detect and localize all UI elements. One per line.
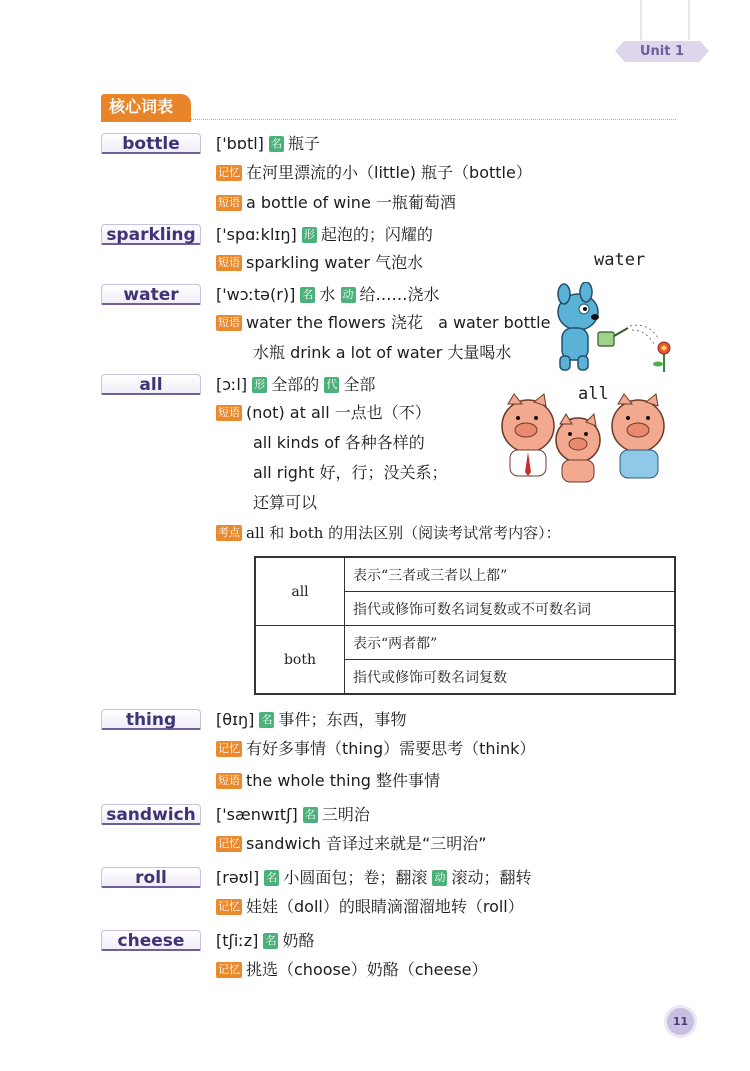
dog-watering-illustration — [548, 282, 680, 374]
pos-tag: 名 — [304, 808, 316, 821]
pos-tag-verb: 动 — [434, 871, 446, 884]
pos-tag: 形 — [303, 228, 315, 241]
memo-text: 挑选（choose）奶酪（cheese） — [246, 960, 488, 979]
phonetic: ['wɔːtə(r)] — [216, 285, 296, 304]
all-phrase-3: all right 好，行；没关系； — [253, 463, 448, 482]
all-definition — [216, 374, 375, 396]
memo-text: 娃娃（doll）的眼睛滴溜溜地转（roll） — [246, 897, 524, 916]
exam-text: all 和 both 的用法区别（阅读考试常考内容）： — [246, 524, 561, 542]
table-cell: 表示“两者都” — [345, 626, 676, 660]
exam-tag: 考点 — [218, 526, 240, 539]
phonetic: ['spɑːklɪŋ] — [216, 225, 297, 244]
all-phrase — [216, 402, 431, 424]
table-cell: 指代或修饰可数名词复数或不可数名词 — [345, 592, 676, 626]
all-phrase-4: 还算可以 — [253, 493, 318, 512]
phrase-tag: 短语 — [218, 256, 240, 269]
memo-text: 在河里漂流的小（little) 瓶子（bottle） — [246, 163, 532, 182]
thing-phrase — [216, 770, 440, 792]
meaning: 三明治 — [321, 805, 370, 824]
meaning: 水 — [319, 285, 336, 304]
phrase-tag: 短语 — [218, 316, 240, 329]
phrase-text: water the flowers 浇花 a water bottle — [246, 313, 551, 332]
memo-tag: 记忆 — [218, 166, 240, 179]
bottle-phrase — [216, 192, 456, 214]
word-cheese: cheese — [101, 930, 201, 951]
water-phrase — [216, 312, 550, 334]
pos-tag: 名 — [261, 713, 273, 726]
sandwich-definition — [216, 804, 370, 826]
table-row — [255, 626, 675, 660]
roll-memo — [216, 896, 524, 918]
water-phrase-cont: 水瓶 drink a lot of water 大量喝水 — [253, 343, 512, 362]
thing-definition — [216, 709, 406, 731]
sparkling-definition — [216, 224, 433, 246]
bottle-memo — [216, 162, 532, 184]
sandwich-memo — [216, 833, 487, 855]
phonetic: [tʃiːz] — [216, 931, 259, 950]
phonetic: [θɪŋ] — [216, 710, 255, 729]
phrase-tag: 短语 — [218, 774, 240, 787]
word-thing: thing — [101, 709, 201, 730]
table-key-all: all — [255, 557, 345, 626]
phrase-text: (not) at all 一点也（不） — [246, 403, 431, 422]
memo-tag: 记忆 — [218, 837, 240, 850]
phrase-text: sparkling water 气泡水 — [246, 253, 424, 272]
phonetic: ['bɒtl] — [216, 134, 264, 153]
sparkling-phrase — [216, 252, 423, 274]
phonetic: [rəʊl] — [216, 868, 260, 887]
cheese-definition — [216, 930, 314, 952]
memo-tag: 记忆 — [218, 963, 240, 976]
word-roll: roll — [101, 867, 201, 888]
meaning-verb: 滚动；翻转 — [451, 868, 532, 887]
phrase-text: the whole thing 整件事情 — [246, 771, 440, 790]
word-sandwich: sandwich — [101, 804, 201, 825]
cheese-memo — [216, 959, 488, 981]
three-pigs-illustration — [496, 388, 674, 486]
header-dotted-rule — [191, 119, 676, 120]
phrase-tag: 短语 — [218, 196, 240, 209]
meaning: 全部的 — [271, 375, 320, 394]
phrase-text: a bottle of wine 一瓶葡萄酒 — [246, 193, 456, 212]
memo-text: sandwich 音译过来就是“三明治” — [246, 834, 487, 853]
section-header: 核心词表 — [101, 94, 191, 120]
table-row — [255, 557, 675, 592]
meaning-pronoun: 全部 — [343, 375, 376, 394]
pos-tag-verb: 动 — [342, 288, 354, 301]
water-definition — [216, 284, 440, 306]
page-number: 11 — [667, 1008, 694, 1035]
meaning: 起泡的；闪耀的 — [320, 225, 433, 244]
meaning: 奶酪 — [282, 931, 315, 950]
word-water: water — [101, 284, 201, 305]
word-sparkling: sparkling — [101, 224, 201, 245]
pos-tag: 名 — [265, 934, 277, 947]
water-illustration-label: water — [594, 250, 646, 270]
thing-memo — [216, 738, 535, 760]
table-cell: 表示“三者或三者以上都” — [345, 557, 676, 592]
meaning: 瓶子 — [288, 134, 321, 153]
unit-tab: Unit 1 — [624, 41, 700, 62]
header-underline — [101, 120, 191, 122]
meaning-verb: 给……浇水 — [359, 285, 440, 304]
table-cell: 指代或修饰可数名词复数 — [345, 660, 676, 695]
table-key-both: both — [255, 626, 345, 695]
memo-tag: 记忆 — [218, 742, 240, 755]
pos-tag: 形 — [254, 378, 266, 391]
memo-text: 有好多事情（thing）需要思考（think） — [246, 739, 536, 758]
pos-tag-pronoun: 代 — [326, 378, 338, 391]
pos-tag: 名 — [302, 288, 314, 301]
meaning: 小圆面包；卷；翻滚 — [283, 868, 428, 887]
bottle-definition — [216, 133, 320, 155]
phrase-tag: 短语 — [218, 406, 240, 419]
word-bottle: bottle — [101, 133, 201, 154]
memo-tag: 记忆 — [218, 900, 240, 913]
roll-definition — [216, 867, 531, 889]
meaning: 事件；东西，事物 — [278, 710, 407, 729]
phonetic: [ɔːl] — [216, 375, 248, 394]
word-all: all — [101, 374, 201, 395]
pos-tag: 名 — [266, 871, 278, 884]
phonetic: ['sænwɪtʃ] — [216, 805, 298, 824]
all-exam-point — [216, 522, 561, 544]
bookmark-ribbon — [640, 0, 690, 40]
all-phrase-2: all kinds of 各种各样的 — [253, 433, 425, 452]
all-illustration-label: all — [578, 384, 609, 404]
usage-table — [254, 556, 676, 695]
pos-tag: 名 — [271, 137, 283, 150]
